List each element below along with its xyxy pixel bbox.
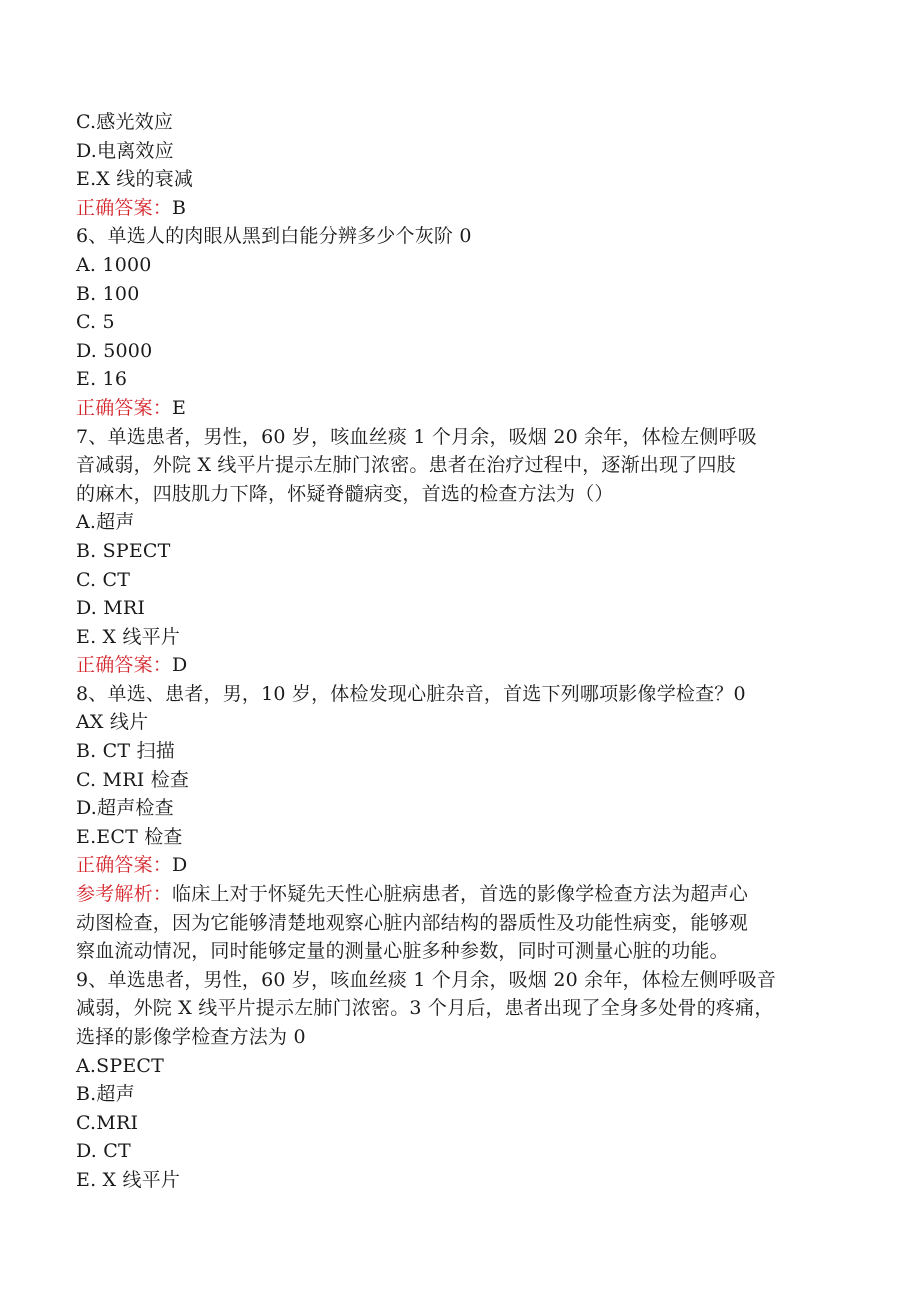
option-a: A. 1000 [76, 253, 152, 276]
option-b: B. 100 [76, 282, 140, 305]
option-b: B. CT 扫描 [76, 740, 175, 763]
correct-answer-value: D [172, 854, 188, 877]
option-c: C. 5 [76, 311, 115, 334]
option-d: D. 5000 [76, 339, 153, 362]
question-stem-line-3: 选择的影像学检查方法为 0 [76, 1026, 306, 1048]
option-b: B. SPECT [76, 539, 171, 562]
correct-answer-value: D [172, 654, 188, 677]
option-e: E. X 线平片 [76, 625, 181, 648]
analysis-line-3: 察血流动情况，同时能够定量的测量心脏多种参数，同时可测量心脏的功能。 [76, 940, 729, 963]
question-stem-line-3: 的麻木，四肢肌力下降，怀疑脊髓病变，首选的检查方法为（） [76, 482, 614, 505]
correct-answer [76, 394, 846, 423]
option-d: D.电离效应 [76, 139, 174, 162]
option-d: D. CT [76, 1140, 131, 1163]
correct-answer-label: 正确答案： [76, 396, 173, 419]
option-e: E. 16 [76, 368, 128, 391]
correct-answer-value: B [172, 196, 187, 219]
option-d: D.超声检查 [76, 797, 174, 820]
option-c: C.感光效应 [76, 111, 174, 133]
correct-answer [76, 851, 846, 880]
correct-answer-label: 正确答案： [76, 196, 173, 219]
analysis-label: 参考解析： [76, 883, 173, 906]
question-stem-line-1: 7、单选患者，男性，60 岁，咳血丝痰 1 个月余，吸烟 20 余年，体检左侧呼吸 [76, 425, 757, 448]
option-c: C.MRI [76, 1111, 139, 1134]
option-e: E.ECT 检查 [76, 825, 183, 848]
option-e: E.X 线的衰减 [76, 168, 194, 191]
correct-answer-label: 正确答案： [76, 654, 173, 677]
option-a: A.超声 [76, 511, 135, 534]
question-9 [76, 966, 846, 1195]
option-c: C. MRI 检查 [76, 768, 190, 791]
correct-answer-label: 正确答案： [76, 854, 173, 877]
question-8 [76, 680, 846, 966]
option-e: E. X 线平片 [76, 1168, 181, 1191]
correct-answer [76, 651, 846, 680]
question-5-tail [76, 108, 846, 222]
correct-answer-value: E [172, 396, 187, 419]
question-7 [76, 423, 846, 680]
analysis-line-2: 动图检查，因为它能够清楚地观察心脏内部结构的器质性及功能性病变，能够观 [76, 911, 749, 934]
question-stem-line-2: 减弱，外院 X 线平片提示左肺门浓密。3 个月后，患者出现了全身多处骨的疼痛， [76, 997, 774, 1020]
question-stem-line-1: 9、单选患者，男性，60 岁，咳血丝痰 1 个月余，吸烟 20 余年，体检左侧呼吸音 [76, 968, 777, 991]
analysis-line-1 [76, 880, 846, 909]
analysis-text-1: 临床上对于怀疑先天性心脏病患者，首选的影像学检查方法为超声心 [172, 883, 749, 906]
option-b: B.超声 [76, 1083, 135, 1106]
correct-answer [76, 194, 846, 223]
option-d: D. MRI [76, 597, 146, 620]
option-a: AX 线片 [76, 711, 149, 734]
question-stem: 6、单选人的肉眼从黑到白能分辨多少个灰阶 0 [76, 225, 472, 248]
question-stem-line-2: 音减弱，外院 X 线平片提示左肺门浓密。患者在治疗过程中，逐渐出现了四肢 [76, 454, 736, 477]
question-6 [76, 222, 846, 422]
document-page [76, 108, 846, 1195]
question-stem: 8、单选、患者，男，10 岁，体检发现心脏杂音，首选下列哪项影像学检查？0 [76, 682, 746, 705]
option-a: A.SPECT [76, 1054, 165, 1077]
option-c: C. CT [76, 568, 131, 591]
